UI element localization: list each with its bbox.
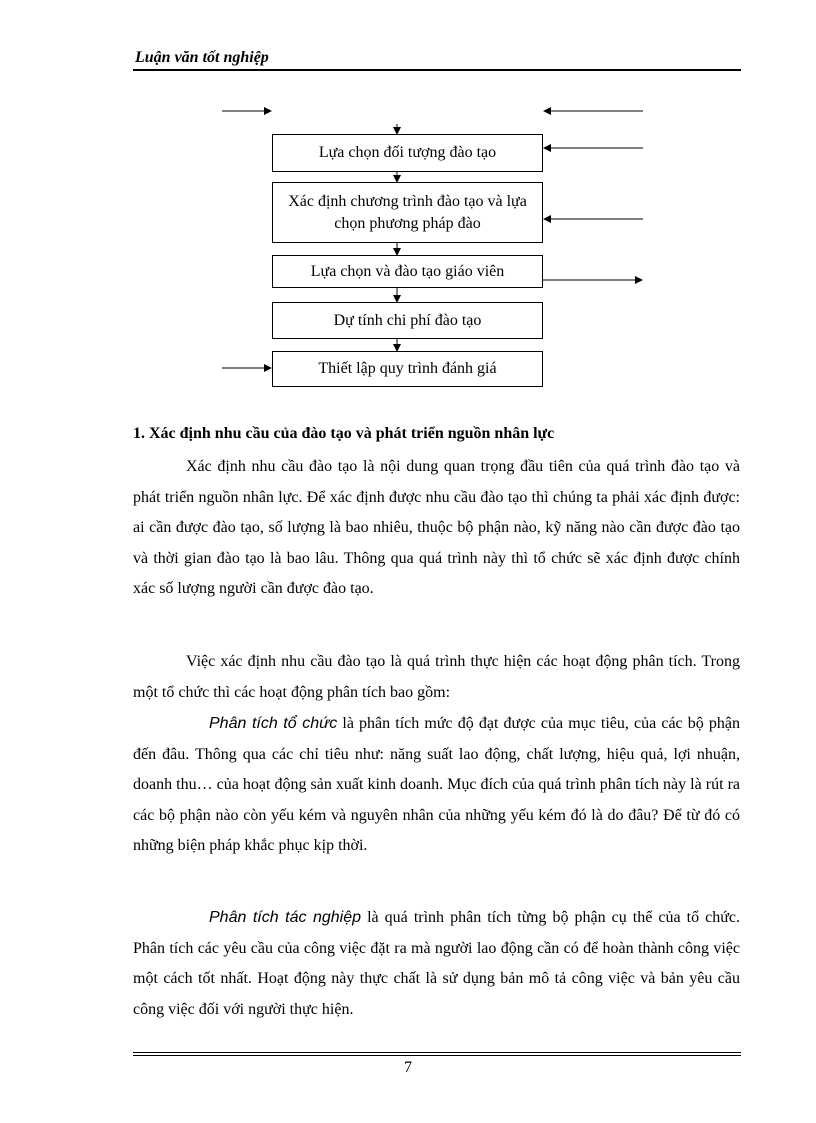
flow-box-define-program: Xác định chương trình đào tạo và lựa chọn phương pháp đào [272,182,543,243]
footer-rule [133,1052,741,1053]
paragraph-1: Xác định nhu cầu đào tạo là nội dung quan trọng đầu tiên của quá trình đào tạo và phát triển nguồn nhân lực. Để xác định được nhu cầu đào tạo thì chúng ta phải xác định được: ai cần được đào tạo, số lượng là bao nhiêu, thuộc bộ phận nào, kỹ năng nào cần được đào tạo và thời gian đào tạo là bao lâu. Thông qua quá trình này thì tổ chức sẽ xác định được chính xác số lượng người cần được đào tạo. [133,458,740,598]
flow-box-evaluation: Thiết lập quy trình đánh giá [272,351,543,387]
paragraph-3-text: là phân tích mức độ đạt được của mục tiêu, của các bộ phận đến đâu. Thông qua các chỉ tiêu như: năng suất lao động, chất lượng, hiệu quả, lợi nhuận, doanh thu… của hoạt động sản xuất kinh doanh. Mục đích của quá trình phân tích này là rút ra các bộ phận nào còn yếu kém và nguyên nhân của những yếu kém đó là do đâu? Để từ đó có những biện pháp khắc phục kịp thời. [133,715,740,855]
paragraph-4-text: là quá trình phân tích từng bộ phận cụ thể của tổ chức. Phân tích các yêu cầu của công việc đặt ra mà người lao động cần có để hoàn thành công việc một cách tốt nhất. Hoạt động này thực chất là sử dụng bản mô tả công việc và bản yêu cầu công việc đối với người thực hiện. [133,909,740,1018]
paragraph-3 [133,709,740,862]
term-organization-analysis: Phân tích tổ chức [209,715,338,732]
flow-box-select-trainees: Lựa chọn đối tượng đào tạo [272,134,543,172]
paragraph-2: Việc xác định nhu cầu đào tạo là quá trình thực hiện các hoạt động phân tích. Trong một tổ chức thì các hoạt động phân tích bao gồm: [133,653,740,701]
section-heading: 1. Xác định nhu cầu của đào tạo và phát triển nguồn nhân lực [133,425,555,442]
paragraph-4 [133,903,740,1025]
flow-box-estimate-cost: Dự tính chi phí đào tạo [272,302,543,339]
footer-rule-double [133,1055,741,1056]
flow-box-select-teachers: Lựa chọn và đào tạo giáo viên [272,255,543,288]
page-header-title: Luận văn tốt nghiệp [135,49,269,66]
term-task-analysis: Phân tích tác nghiệp [209,909,362,926]
page-number: 7 [404,1059,412,1076]
